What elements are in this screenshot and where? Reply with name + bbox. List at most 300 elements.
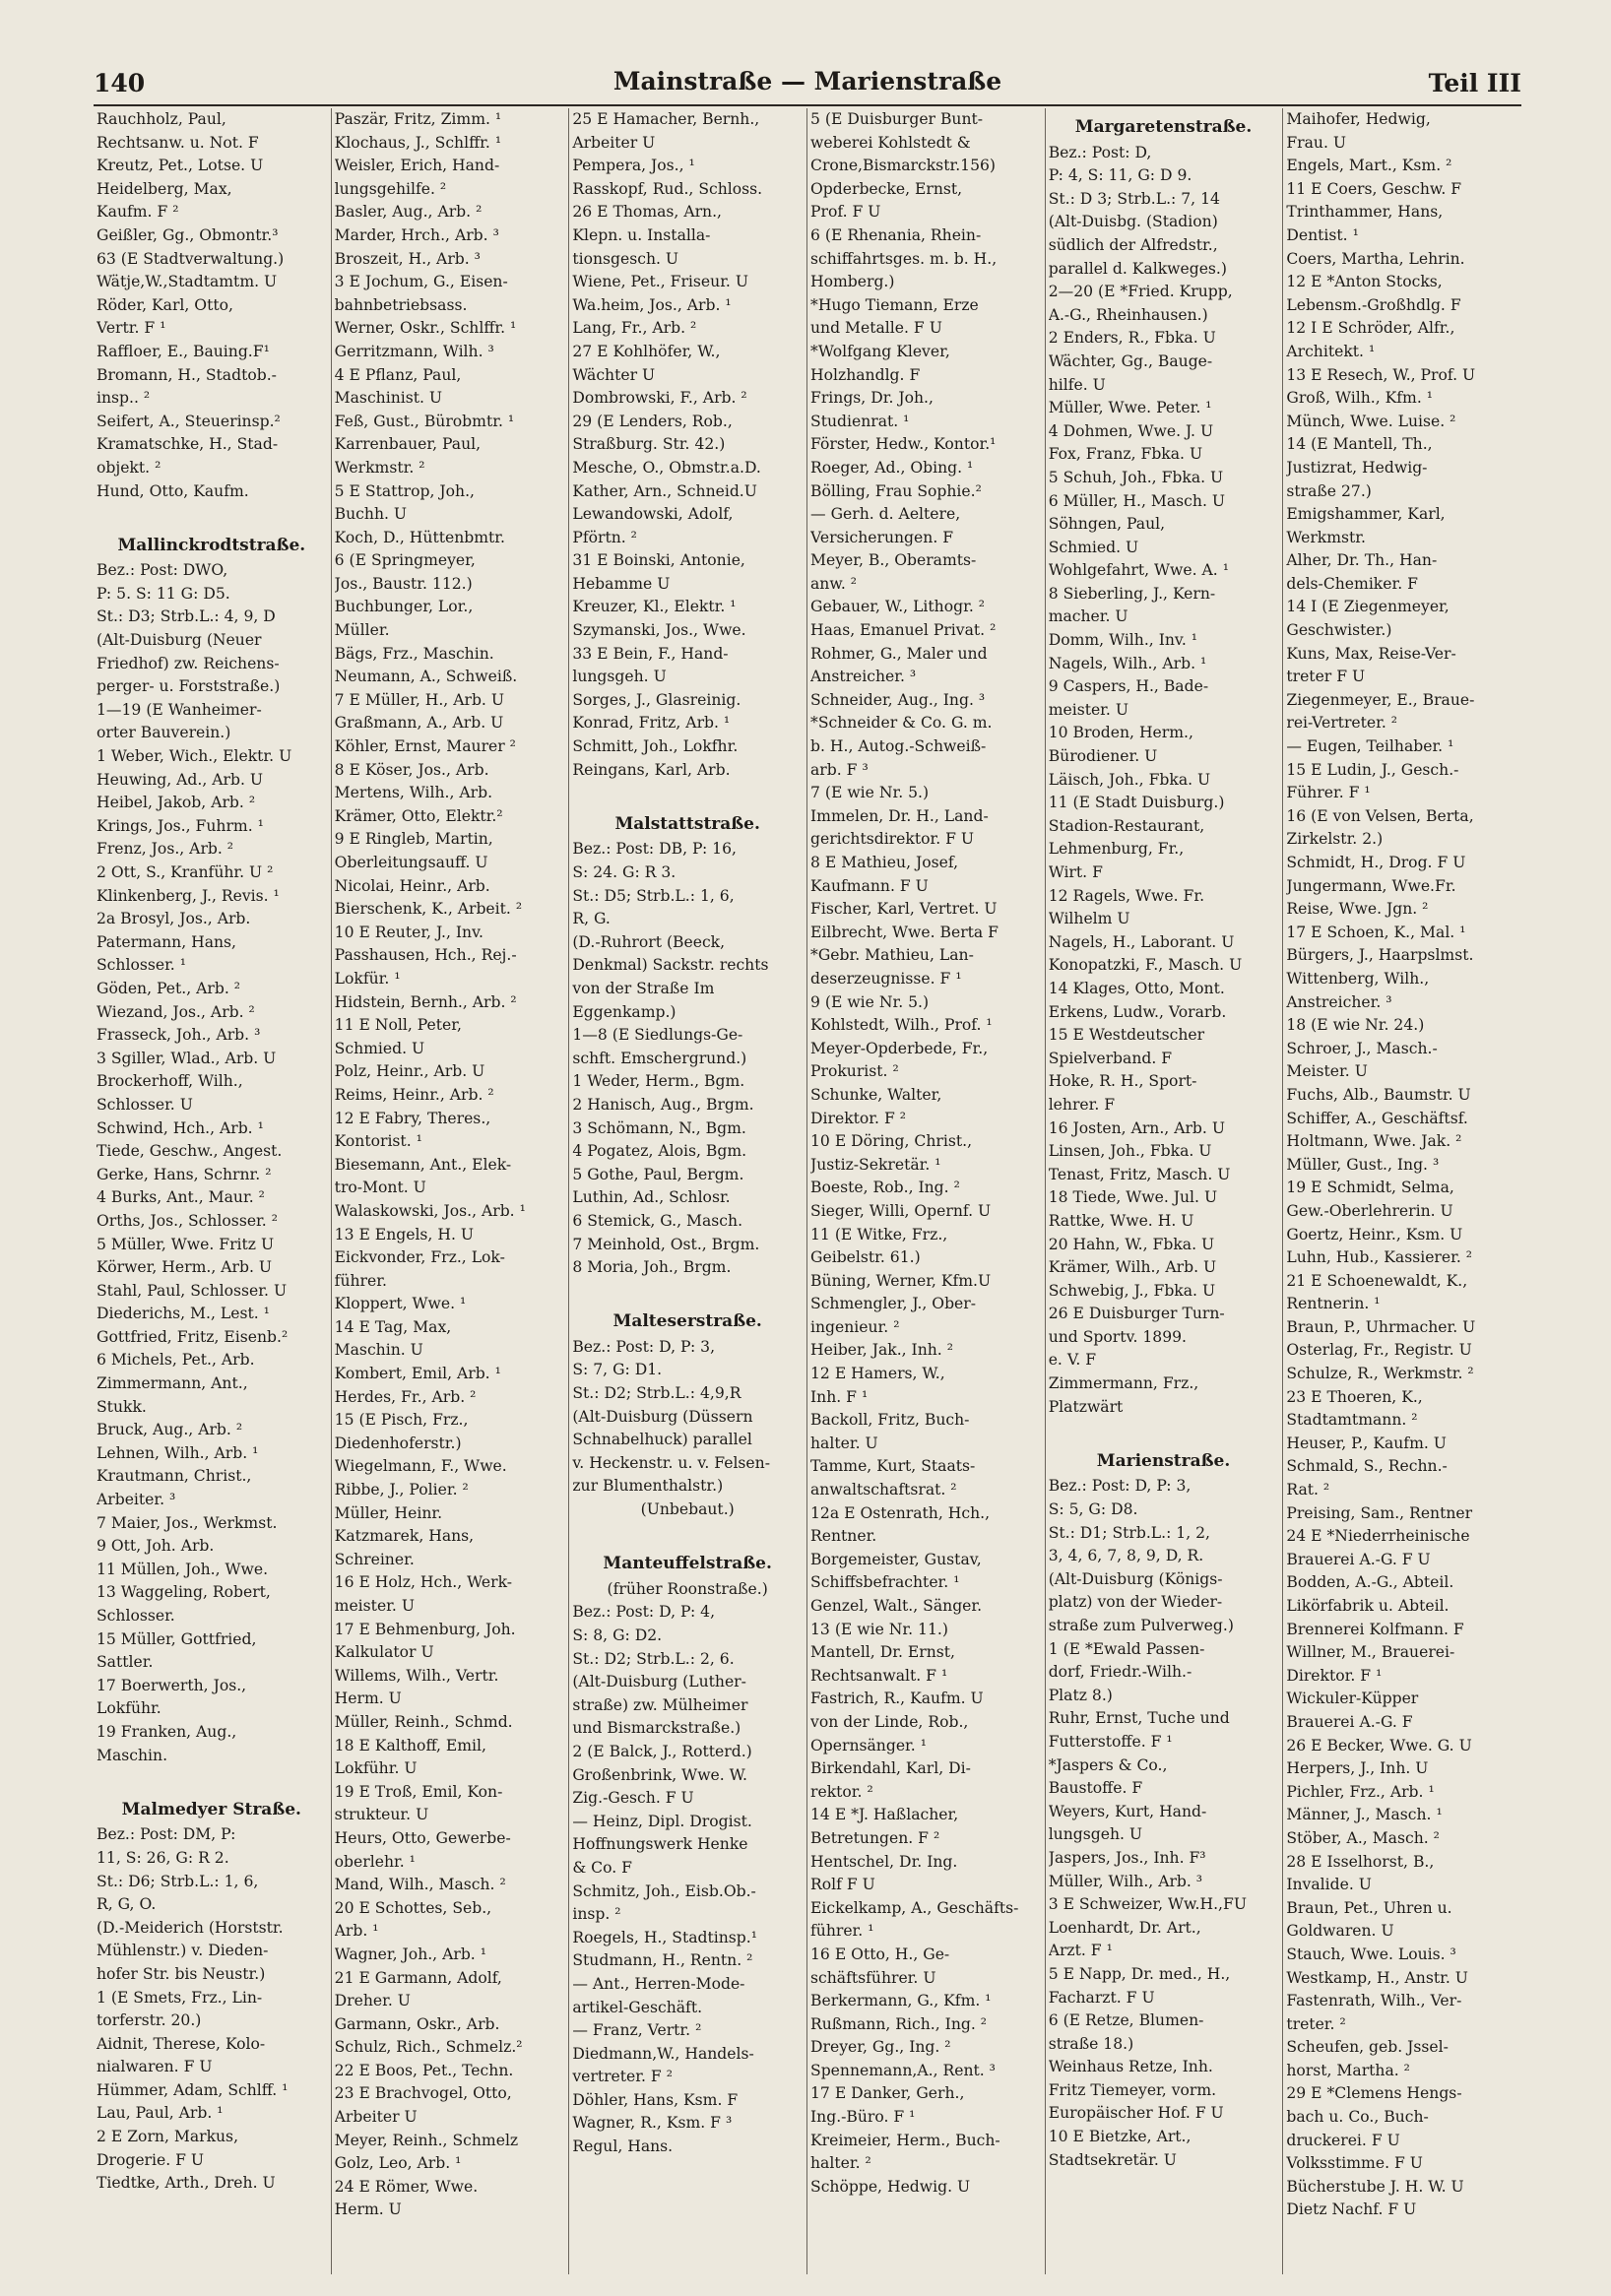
entry-line: — Eugen, Teilhaber. ¹	[1286, 737, 1454, 756]
entry-line: Ribbe, J., Polier. ²	[334, 1481, 469, 1499]
entry-line: Tiede, Geschw., Angest.	[97, 1142, 283, 1161]
entry-line: Hidstein, Bernh., Arb. ²	[334, 992, 517, 1011]
entry-line: horst, Martha. ²	[1286, 2061, 1410, 2079]
entry-line: Justizrat, Hedwig-	[1286, 458, 1428, 477]
entry-line: Opderbecke, Ernst,	[810, 179, 963, 198]
entry-line: 4 Dohmen, Wwe. J. U	[1048, 421, 1214, 440]
entry-line: 2 E Zorn, Markus,	[97, 2128, 239, 2146]
entry-line: 28 E Isselhorst, B.,	[1286, 1852, 1435, 1871]
entry-line: artikel-Geschäft.	[572, 1998, 703, 2016]
entry-line: Hoffnungswerk Henke	[572, 1835, 748, 1854]
entry-line: 19 Franken, Aug.,	[97, 1722, 237, 1741]
entry-line: Bez.: Post: D, P: 3,	[1048, 1477, 1192, 1496]
entry-line: Goertz, Heinr., Ksm. U	[1286, 1225, 1463, 1244]
column-1	[94, 108, 332, 2274]
entry-line: (Alt-Duisburg (Düssern	[572, 1407, 753, 1426]
entry-line: Inh. F ¹	[810, 1387, 869, 1406]
entry-line: Loenhardt, Dr. Art.,	[1048, 1918, 1201, 1937]
entry-line: 10 E Reuter, J., Inv.	[334, 923, 484, 941]
entry-line: 6 Michels, Pet., Arb.	[97, 1351, 255, 1370]
entry-line: 7 Maier, Jos., Werkmst.	[97, 1513, 278, 1532]
entry-line: Bölling, Frau Sophie.²	[810, 481, 982, 500]
entry-line: Wagner, R., Ksm. F ³	[572, 2114, 733, 2133]
entry-line: 15 E Westdeutscher	[1048, 1026, 1205, 1045]
entry-line: — Ant., Herren-Mode-	[572, 1974, 745, 1993]
entry-line: Krämer, Wilh., Arb. U	[1048, 1258, 1217, 1277]
entry-line: hilfe. U	[1048, 375, 1106, 394]
entry-line: 5 E Stattrop, Joh.,	[334, 481, 476, 500]
entry-line: 26 E Becker, Wwe. G. U	[1286, 1736, 1472, 1754]
entry-line: 18 Tiede, Wwe. Jul. U	[1048, 1188, 1218, 1207]
entry-line: Arzt. F ¹	[1048, 1942, 1113, 1960]
entry-line: Erkens, Ludw., Vorarb.	[1048, 1002, 1227, 1021]
entry-line: Kather, Arn., Schneid.U	[572, 481, 757, 500]
entry-line: Anstreicher. ³	[1286, 992, 1392, 1011]
entry-line: Pichler, Frz., Arb. ¹	[1286, 1782, 1435, 1801]
entry-line: Bez.: Post: DB, P: 16,	[572, 840, 737, 859]
entry-line: 5 (E Duisburger Bunt-	[810, 110, 984, 128]
entry-line: und Metalle. F U	[810, 319, 942, 338]
entry-line: (Alt-Duisbg. (Stadion)	[1048, 213, 1218, 231]
entry-line: Fritz Tiemeyer, vorm.	[1048, 2080, 1217, 2099]
entry-line: 8 E Mathieu, Josef,	[810, 854, 959, 871]
entry-line: Diedenhoferstr.)	[334, 1434, 462, 1452]
entry-line: Stadion-Restaurant,	[1048, 816, 1205, 835]
entry-line: P: 4, S: 11, G: D 9.	[1048, 166, 1192, 185]
entry-line: anw. ²	[810, 574, 858, 593]
entry-line: Frasseck, Joh., Arb. ³	[97, 1026, 261, 1045]
entry-line: Futterstoffe. F ¹	[1048, 1732, 1173, 1751]
entry-line: insp.. ²	[97, 389, 151, 408]
entry-line: Roeger, Ad., Obing. ¹	[810, 458, 974, 477]
entry-line: Fox, Franz, Fbka. U	[1048, 445, 1203, 464]
column-5	[1046, 108, 1284, 2274]
entry-line: Prof. F U	[810, 203, 881, 222]
entry-line: 1 (E *Ewald Passen-	[1048, 1639, 1205, 1658]
entry-line: Holtmann, Wwe. Jak. ²	[1286, 1132, 1462, 1151]
entry-line: Opernsänger. ¹	[810, 1736, 927, 1754]
entry-line: 8 E Köser, Jos., Arb.	[334, 760, 489, 779]
entry-line: Lehnen, Wilh., Arb. ¹	[97, 1443, 259, 1462]
entry-line: dorf, Friedr.-Wilh.-	[1048, 1663, 1192, 1682]
entry-line: 11 E Noll, Peter,	[334, 1016, 462, 1035]
entry-line: Dombrowski, F., Arb. ²	[572, 389, 747, 408]
street-heading: Manteuffelstraße.	[603, 1554, 772, 1574]
entry-line: Herm. U	[334, 2200, 402, 2219]
directory-columns	[94, 108, 1521, 2274]
entry-line: 5 E Napp, Dr. med., H.,	[1048, 1964, 1231, 1983]
entry-line: Katzmarek, Hans,	[334, 1527, 475, 1546]
entry-line: Bägs, Frz., Maschin.	[334, 644, 494, 663]
entry-line: 21 E Garmann, Adolf,	[334, 1968, 502, 1987]
entry-line: objekt. ²	[97, 458, 161, 477]
entry-line: Stadtsekretär. U	[1048, 2150, 1177, 2169]
entry-line: Lokführ. U	[334, 1759, 418, 1778]
spacer	[572, 782, 803, 805]
entry-line: 1 Weber, Wich., Elektr. U	[97, 747, 292, 766]
entry-line: Westkamp, H., Anstr. U	[1286, 1968, 1468, 1987]
entry-line: von der Linde, Rob.,	[810, 1712, 969, 1731]
entry-line: 5 Gothe, Paul, Bergm.	[572, 1165, 744, 1183]
entry-line: Engels, Mart., Ksm. ²	[1286, 157, 1452, 175]
entry-line: Läisch, Joh., Fbka. U	[1048, 770, 1211, 789]
entry-line: Lokführ.	[97, 1699, 161, 1718]
entry-line: Schulz, Rich., Schmelz.²	[334, 2038, 523, 2057]
entry-line: Feß, Gust., Bürobmtr. ¹	[334, 412, 515, 430]
entry-line: Kloppert, Wwe. ¹	[334, 1295, 467, 1313]
entry-line: 18 E Kalthoff, Emil,	[334, 1736, 486, 1754]
entry-line: 2a Brosyl, Jos., Arb.	[97, 910, 251, 928]
spacer	[97, 1767, 327, 1791]
entry-line: Willems, Wilh., Vertr.	[334, 1666, 499, 1685]
entry-line: 6 (E Rhenania, Rhein-	[810, 225, 982, 244]
entry-line: bach u. Co., Buch-	[1286, 2108, 1429, 2127]
entry-line: 17 E Schoen, K., Mal. ¹	[1286, 923, 1466, 941]
entry-line: (Alt-Duisburg (Luther-	[572, 1673, 746, 1691]
entry-line: Alher, Dr. Th., Han-	[1286, 551, 1438, 570]
entry-line: Coers, Martha, Lehrin.	[1286, 249, 1465, 268]
entry-line: 21 E Schoenewaldt, K.,	[1286, 1271, 1468, 1290]
entry-line: Müller, Gust., Ing. ³	[1286, 1155, 1440, 1174]
entry-line: 26 E Duisburger Turn-	[1048, 1305, 1225, 1323]
entry-line: Schmied. U	[334, 1039, 425, 1057]
entry-line: 16 E Otto, H., Ge-	[810, 1945, 950, 1963]
entry-line: 6 Stemick, G., Masch.	[572, 1211, 743, 1230]
entry-line: 9 Ott, Joh. Arb.	[97, 1537, 215, 1556]
entry-line: Domm, Wilh., Inv. ¹	[1048, 631, 1198, 650]
entry-line: Biesemann, Ant., Elek-	[334, 1155, 512, 1174]
spacer	[1049, 1419, 1279, 1442]
entry-line: parallel d. Kalkweges.)	[1048, 259, 1227, 278]
entry-line: 13 (E wie Nr. 11.)	[810, 1620, 948, 1638]
entry-line: Sorges, J., Glasreinig.	[572, 690, 741, 709]
entry-line: Schlosser.	[97, 1607, 175, 1625]
entry-line: Straßburg. Str. 42.)	[572, 435, 726, 454]
entry-line: arb. F ³	[810, 760, 869, 779]
entry-line: 29 E *Clemens Hengs-	[1286, 2084, 1462, 2103]
entry-line: Direktor. F ¹	[1286, 1666, 1383, 1685]
entry-line: Braun, P., Uhrmacher. U	[1286, 1317, 1476, 1336]
entry-line: Platz 8.)	[1048, 1686, 1113, 1704]
entry-line: Emigshammer, Karl,	[1286, 505, 1446, 524]
entry-line: Bürodiener. U	[1048, 747, 1158, 766]
column-3	[569, 108, 807, 2274]
entry-line: 1 (E Smets, Frz., Lin-	[97, 1988, 263, 2007]
entry-line: Ruhr, Ernst, Tuche und	[1048, 1709, 1230, 1728]
entry-line: Vertr. F ¹	[97, 319, 166, 338]
entry-line: 12 E Fabry, Theres.,	[334, 1109, 491, 1127]
entry-line: Scheufen, geb. Jssel-	[1286, 2038, 1449, 2057]
entry-line: Heidelberg, Max,	[97, 179, 232, 198]
entry-line: Birkendahl, Karl, Di-	[810, 1759, 971, 1778]
entry-line: insp. ²	[572, 1905, 621, 1924]
entry-line: 11 E Coers, Geschw. F	[1286, 179, 1462, 198]
entry-line: Bürgers, J., Haarpslmst.	[1286, 946, 1474, 965]
entry-line: südlich der Alfredstr.,	[1048, 235, 1218, 254]
entry-line: Büning, Werner, Kfm.U	[810, 1271, 992, 1290]
entry-line: Szymanski, Jos., Wwe.	[572, 621, 746, 640]
entry-line: Rattke, Wwe. H. U	[1048, 1211, 1194, 1230]
entry-line: Heurs, Otto, Gewerbe-	[334, 1828, 511, 1847]
entry-line: Jos., Baustr. 112.)	[334, 574, 473, 593]
entry-line: Müller, Heinr.	[334, 1503, 443, 1522]
entry-line: Likörfabrik u. Abteil.	[1286, 1597, 1450, 1615]
entry-line: Pförtn. ²	[572, 528, 637, 546]
entry-line: Prokurist. ²	[810, 1062, 899, 1081]
entry-line: führer.	[334, 1271, 387, 1290]
entry-line: Mand, Wilh., Masch. ²	[334, 1876, 506, 1894]
entry-line: Werkmstr.	[1286, 528, 1366, 546]
entry-line: *Gebr. Mathieu, Lan-	[810, 946, 974, 965]
entry-line: Tenast, Fritz, Masch. U	[1048, 1165, 1231, 1183]
entry-line: Eickelkamp, A., Geschäfts-	[810, 1898, 1019, 1917]
column-2	[332, 108, 570, 2274]
entry-line: Körwer, Herm., Arb. U	[97, 1258, 272, 1277]
entry-line: Eilbrecht, Wwe. Berta F	[810, 923, 999, 941]
entry-line: Maschin. U	[334, 1341, 423, 1360]
entry-line: Rohmer, G., Maler und	[810, 644, 988, 663]
entry-line: Wätje,W.,Stadtamtm. U	[97, 273, 278, 291]
entry-line: Wirt. F	[1048, 863, 1103, 881]
entry-line: Stauch, Wwe. Louis. ³	[1286, 1945, 1456, 1963]
entry-line: straße) zw. Mülheimer	[572, 1695, 748, 1714]
entry-line: Lokfür. ¹	[334, 969, 401, 988]
entry-line: R, G.	[572, 910, 611, 928]
entry-line: Rechtsanwalt. F ¹	[810, 1666, 948, 1685]
entry-line: Schlosser. ¹	[97, 956, 186, 975]
entry-line: 15 (E Pisch, Frz.,	[334, 1411, 469, 1430]
entry-line: 14 I (E Ziegenmeyer,	[1286, 598, 1450, 616]
entry-line: Gew.-Oberlehrerin. U	[1286, 1201, 1453, 1220]
entry-line: St.: D2; Strb.L.: 4,9,R	[572, 1384, 741, 1403]
entry-line: e. V. F	[1048, 1351, 1097, 1370]
entry-line: treter. ²	[1286, 2014, 1346, 2033]
entry-line: Crone,Bismarckstr.156)	[810, 157, 997, 175]
entry-line: 2 Enders, R., Fbka. U	[1048, 329, 1216, 348]
entry-line: Stukk.	[97, 1397, 147, 1416]
entry-line: Gerritzmann, Wilh. ³	[334, 342, 494, 360]
entry-line: 1—8 (E Siedlungs-Ge-	[572, 1026, 743, 1045]
entry-line: lungsgeh. U	[1048, 1825, 1143, 1844]
spacer	[572, 1280, 803, 1304]
entry-line: Rentner.	[810, 1527, 877, 1546]
entry-line: 2 Hanisch, Aug., Brgm.	[572, 1095, 754, 1114]
entry-line: Bierschenk, K., Arbeit. ²	[334, 900, 523, 919]
street-note: (früher Roonstraße.)	[607, 1579, 768, 1598]
entry-line: Führer. F ¹	[1286, 784, 1371, 802]
entry-line: Betretungen. F ²	[810, 1828, 940, 1847]
entry-line: Wächter, Gg., Bauge-	[1048, 351, 1213, 370]
entry-line: Reingans, Karl, Arb.	[572, 760, 731, 779]
entry-line: Gerke, Hans, Schrnr. ²	[97, 1165, 272, 1183]
entry-line: Homberg.)	[810, 273, 895, 291]
entry-line: 8 Sieberling, J., Kern-	[1048, 584, 1216, 603]
entry-line: Neumann, A., Schweiß.	[334, 668, 518, 686]
entry-line: 20 E Schottes, Seb.,	[334, 1898, 492, 1917]
entry-line: 17 E Behmenburg, Joh.	[334, 1620, 516, 1638]
entry-line: P: 5. S: 11 G: D5.	[97, 584, 230, 603]
entry-line: 11 (E Stadt Duisburg.)	[1048, 794, 1225, 812]
entry-line: Berkermann, G., Kfm. ¹	[810, 1992, 992, 2010]
entry-line: Paszär, Fritz, Zimm. ¹	[334, 110, 502, 128]
entry-line: Baustoffe. F	[1048, 1779, 1143, 1798]
entry-line: Schneider, Aug., Ing. ³	[810, 690, 986, 709]
entry-line: 2—20 (E *Fried. Krupp,	[1048, 283, 1233, 301]
entry-line: Mühlenstr.) v. Dieden-	[97, 1942, 269, 1960]
entry-line: Tiedtke, Arth., Dreh. U	[97, 2174, 276, 2193]
entry-line: Aidnit, Therese, Kolo-	[97, 2034, 266, 2053]
entry-line: treter F U	[1286, 668, 1366, 686]
entry-line: (Alt-Duisburg (Königs-	[1048, 1569, 1223, 1588]
entry-line: St.: D1; Strb.L.: 1, 2,	[1048, 1523, 1211, 1542]
entry-line: Immelen, Dr. H., Land-	[810, 806, 989, 825]
entry-line: dels-Chemiker. F	[1286, 574, 1418, 593]
entry-line: halter. U	[810, 1434, 878, 1452]
entry-line: vertreter. F ²	[572, 2068, 673, 2086]
entry-line: 9 Caspers, H., Bade-	[1048, 677, 1209, 696]
entry-line: 10 E Döring, Christ.,	[810, 1132, 973, 1151]
entry-line: (D.-Ruhrort (Beeck,	[572, 932, 726, 951]
entry-line: 7 Meinhold, Ost., Brgm.	[572, 1235, 760, 1253]
entry-line: meister. U	[334, 1597, 415, 1615]
entry-line: Gottfried, Fritz, Eisenb.²	[97, 1327, 289, 1346]
entry-line: anwaltschaftsrat. ²	[810, 1481, 957, 1499]
entry-line: 12 Ragels, Wwe. Fr.	[1048, 886, 1205, 905]
entry-line: Schmitt, Joh., Lokfhr.	[572, 737, 739, 756]
entry-line: Heibel, Jakob, Arb. ²	[97, 794, 256, 812]
entry-line: Kreutz, Pet., Lotse. U	[97, 157, 264, 175]
entry-line: S: 5, G: D8.	[1048, 1500, 1138, 1519]
entry-line: Basler, Aug., Arb. ²	[334, 203, 483, 222]
entry-line: Döhler, Hans, Ksm. F	[572, 2090, 739, 2109]
entry-line: Haas, Emanuel Privat. ²	[810, 621, 997, 640]
entry-line: 29 (E Lenders, Rob.,	[572, 412, 733, 430]
entry-line: Arbeiter U	[572, 133, 656, 152]
entry-line: St.: D3; Strb.L.: 4, 9, D	[97, 607, 276, 626]
entry-line: Kreimeier, Herm., Buch-	[810, 2131, 1000, 2149]
entry-line: Luhn, Hub., Kassierer. ²	[1286, 1248, 1473, 1267]
entry-line: 23 E Thoeren, K.,	[1286, 1387, 1423, 1406]
entry-line: Walaskowski, Jos., Arb. ¹	[334, 1201, 526, 1220]
entry-line: Backoll, Fritz, Buch-	[810, 1411, 970, 1430]
entry-line: schft. Emschergrund.)	[572, 1049, 747, 1067]
entry-line: Arb. ¹	[334, 1922, 379, 1941]
entry-line: tro-Mont. U	[334, 1179, 426, 1197]
entry-line: 10 E Bietzke, Art.,	[1048, 2128, 1192, 2146]
entry-line: Stöber, A., Masch. ²	[1286, 1828, 1440, 1847]
entry-line: Anstreicher. ³	[810, 668, 917, 686]
column-6	[1283, 108, 1521, 2274]
entry-line: Versicherungen. F	[810, 528, 954, 546]
entry-line: Wittenberg, Wilh.,	[1286, 969, 1430, 988]
entry-line: Schöppe, Hedwig. U	[810, 2177, 971, 2196]
entry-line: — Gerh. d. Aeltere,	[810, 505, 961, 524]
entry-line: Wohlgefahrt, Wwe. A. ¹	[1048, 561, 1229, 580]
entry-line: 16 (E von Velsen, Berta,	[1286, 806, 1474, 825]
entry-line: 14 E *J. Haßlacher,	[810, 1806, 959, 1824]
entry-line: Mertens, Wilh., Arb.	[334, 784, 493, 802]
street-note: (Unbebaut.)	[640, 1500, 735, 1519]
entry-line: Diederichs, M., Lest. ¹	[97, 1305, 270, 1323]
entry-line: Kombert, Emil, Arb. ¹	[334, 1365, 501, 1383]
entry-line: Rasskopf, Rud., Schloss.	[572, 179, 763, 198]
entry-line: Werkmstr. ²	[334, 458, 425, 477]
entry-line: 3 E Schweizer, Ww.H.,FU	[1048, 1895, 1247, 1914]
volume-part: Teil III	[1428, 68, 1521, 97]
entry-line: Brockerhoff, Wilh.,	[97, 1072, 243, 1091]
entry-line: Maihofer, Hedwig,	[1286, 110, 1431, 128]
entry-line: St.: D 3; Strb.L.: 7, 14	[1048, 189, 1220, 208]
entry-line: Zirkelstr. 2.)	[1286, 830, 1384, 849]
entry-line: Werner, Oskr., Schlffr. ¹	[334, 319, 517, 338]
entry-line: Invalide. U	[1286, 1876, 1372, 1894]
entry-line: Meister. U	[1286, 1062, 1368, 1081]
entry-line: Weinhaus Retze, Inh.	[1048, 2058, 1213, 2076]
entry-line: Männer, J., Masch. ¹	[1286, 1806, 1443, 1824]
entry-line: Kontorist. ¹	[334, 1132, 422, 1151]
entry-line: 5 Müller, Wwe. Fritz U	[97, 1235, 275, 1253]
entry-line: 7 (E wie Nr. 5.)	[810, 784, 930, 802]
entry-line: 3, 4, 6, 7, 8, 9, D, R.	[1048, 1547, 1204, 1565]
entry-line: Wiezand, Jos., Arb. ²	[97, 1002, 255, 1021]
entry-line: 25 E Hamacher, Bernh.,	[572, 110, 760, 128]
page-number: 140	[94, 68, 146, 97]
entry-line: Schmald, S., Rechn.-	[1286, 1457, 1448, 1476]
entry-line: Regul, Hans.	[572, 2137, 674, 2156]
entry-line: 6 (E Springmeyer,	[334, 551, 476, 570]
entry-line: Wagner, Joh., Arb. ¹	[334, 1945, 486, 1963]
entry-line: orter Bauverein.)	[97, 724, 231, 742]
entry-line: Stahl, Paul, Schlosser. U	[97, 1281, 288, 1300]
entry-line: Rat. ²	[1286, 1481, 1330, 1499]
entry-line: Meyer, B., Oberamts-	[810, 551, 977, 570]
entry-line: Holzhandlg. F	[810, 365, 921, 384]
entry-line: Oberleitungsauff. U	[334, 854, 488, 871]
street-heading: Margaretenstraße.	[1074, 117, 1253, 137]
entry-line: Bücherstube J. H. W. U	[1286, 2177, 1464, 2196]
entry-line: straße 27.)	[1286, 481, 1372, 500]
entry-line: 24 E *Niederrheinische	[1286, 1527, 1470, 1546]
entry-line: 4 E Pflanz, Paul,	[334, 365, 462, 384]
entry-line: Müller.	[334, 621, 390, 640]
entry-line: Hoke, R. H., Sport-	[1048, 1072, 1197, 1091]
entry-line: Spielverband. F	[1048, 1049, 1173, 1067]
entry-line: Raffloer, E., Bauing.F¹	[97, 342, 270, 360]
entry-line: 14 Klages, Otto, Mont.	[1048, 979, 1225, 997]
entry-line: Buchh. U	[334, 505, 408, 524]
entry-line: 24 E Römer, Wwe.	[334, 2177, 479, 2196]
entry-line: hofer Str. bis Neustr.)	[97, 1964, 266, 1983]
entry-line: Willner, M., Brauerei-	[1286, 1643, 1455, 1662]
entry-line: Klinkenberg, J., Revis. ¹	[97, 886, 280, 905]
entry-line: straße 18.)	[1048, 2034, 1134, 2053]
entry-line: St.: D5; Strb.L.: 1, 6,	[572, 886, 735, 905]
entry-line: 4 Pogatez, Alois, Bgm.	[572, 1142, 747, 1161]
entry-line: 18 (E wie Nr. 24.)	[1286, 1016, 1425, 1035]
entry-line: Marder, Hrch., Arb. ³	[334, 225, 499, 244]
entry-line: lungsgehilfe. ²	[334, 179, 447, 198]
entry-line: Bez.: Post: D, P: 3,	[572, 1337, 716, 1356]
entry-line: Schulze, R., Werkmstr. ²	[1286, 1365, 1474, 1383]
entry-line: Spennemann,A., Rent. ³	[810, 2061, 996, 2079]
entry-line: 19 E Troß, Emil, Kon-	[334, 1782, 503, 1801]
entry-line: Platzwärt	[1048, 1397, 1124, 1416]
entry-line: Kalkulator U	[334, 1643, 434, 1662]
entry-line: *Wolfgang Klever,	[810, 342, 950, 360]
entry-line: Heiber, Jak., Inh. ²	[810, 1341, 953, 1360]
entry-line: 15 Müller, Gottfried,	[97, 1629, 257, 1648]
entry-line: bahnbetriebsass.	[334, 295, 468, 314]
